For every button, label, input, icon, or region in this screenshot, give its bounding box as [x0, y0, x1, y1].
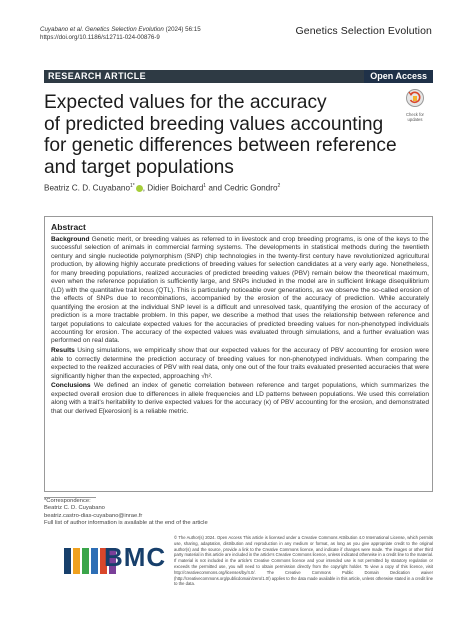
abstract-body [51, 236, 429, 418]
article-type-band [44, 70, 433, 83]
affiliation-note: Full list of author information is available at the end of the article [44, 519, 208, 526]
check-updates-line1: Check for [406, 112, 424, 117]
journal-name: Genetics Selection Evolution [295, 25, 432, 37]
title-line: and target populations [44, 156, 234, 178]
abstract-results [51, 347, 429, 381]
running-header [40, 26, 201, 42]
correspondence-email[interactable]: beatriz.castro-dias-cuyabano@inrae.fr [44, 512, 143, 519]
open-access-badge: Open Access [364, 70, 433, 83]
article-type-label: RESEARCH ARTICLE [48, 71, 147, 81]
section-text: Using simulations, we empirically show that our expected values for the accuracy of PBV accounting for erosion were able to correctly determine the prediction accuracy of breeding values for non-phenotyped individuals. When comparing the expected to the realized accuracies of PBV with real data, only one out of the four traits evaluated presented accuracies that were significantly higher than the expected, approaching √h². [51, 347, 429, 380]
author-name[interactable]: , Didier Boichard [142, 183, 204, 193]
title-line: for genetic differences between reference [44, 135, 397, 156]
orcid-icon[interactable] [136, 185, 143, 192]
section-label: Conclusions [51, 382, 91, 390]
check-updates-icon [402, 88, 428, 108]
title-line: of predicted breeding values accounting [44, 113, 384, 135]
doi-link[interactable]: https://doi.org/10.1186/s12711-024-00876-9 [40, 34, 160, 41]
correspondence-name: Beatriz C. D. Cuyabano [44, 505, 105, 512]
abstract-background [51, 236, 429, 346]
abstract-box [44, 216, 433, 492]
abstract-heading: Abstract [51, 222, 86, 232]
citation: Cuyabano et al. Genetics Selection Evolution [40, 26, 164, 33]
section-label: Background [51, 236, 90, 243]
author-name[interactable]: Beatriz C. D. Cuyabano [44, 183, 131, 193]
article-title [44, 92, 399, 178]
author-name[interactable]: and Cedric Gondro [206, 183, 278, 193]
bmc-logo-text: BMC [104, 542, 167, 572]
license-text: © The Author(s) 2024. Open Access This article is licensed under a Creative Commons Attribution 4.0 International License, which permits use, sharing, adaptation, distribution and reproduction in any medium or format, as long as you give appropriate credit to the original author(s) and the source, provide a link to the Creative Commons licence, and indicate if changes were made. The images or other third party material in this article are included in the article's Creative Commons licence, unless indicated otherwise in a credit line to the material. If material is not included in the article's Creative Commons licence and your intended use is not permitted by statutory regulation or exceeds the permitted use, you will need to obtain permission directly from the copyright holder. To view a copy of this licence, visit http://creativecommons.org/licenses/by/4.0/. The Creative Commons Public Domain Dedication waiver (http://creativecommons.org/publicdomain/zero/1.0/) applies to the data made available in this article, unless otherwise stated in a credit line to the data. [174, 535, 433, 587]
citation-rest: (2024) 56:15 [165, 26, 201, 33]
divider [51, 233, 428, 234]
section-label: Results [51, 347, 75, 355]
title-line: Expected values for the accuracy [44, 92, 327, 113]
correspondence-label: *Correspondence: [44, 498, 91, 504]
author-list: Beatriz C. D. Cuyabano$^{1*}$ , Didier Boichard$^1$ and Cedric Gondro$^2$ [44, 183, 281, 193]
check-updates-line2: updates [407, 116, 423, 122]
check-for-updates-button[interactable] [402, 88, 428, 122]
section-text: Genetic merit, or breeding values as referred to in livestock and crop breeding programs, is one of the keys to the successful selection of animals in commercial farming systems. The developments in statistical methods during the twentieth century and single nucleotide polymorphism (SNP) chip technologies in the twenty-first century have revolutionized agricultural production, by allowing highly accurate predictions of breeding values for selection candidates at a very early age. Nonetheless, for many breeding populations, realized accuracies of predicted breeding values (PBV) remain below the theoretical maximum, even when the reference population is sufficiently large, and SNPs included in the model are in sufficient linkage disequilibrium (LD) with the quantitative trait locus (QTL). This is particularly noticeable over generations, as we observe the so-called erosion of the effects of SNPs due to recombinations, accompanied by the erosion of the accuracy of prediction. While accurately quantifying the erosion at the individual SNP level is a difficult and unresolved task, quantifying the erosion of the accuracy of prediction is a more tractable problem. In this paper, we describe a method that uses the relationship between reference and target populations to calculate expected values for the accuracies of predicted breeding values for non-phenotyped individuals accounting for erosion. The accuracy of the expected values was evaluated through simulations, and a further evaluation was performed on real data. [51, 236, 429, 345]
abstract-conclusions [51, 382, 429, 416]
correspondence-footnote [44, 498, 208, 527]
section-text: We defined an index of genetic correlation between reference and target populations, which summarizes the expected overall erosion due to differences in allele frequencies and LD patterns between populations. We used this correlation along with a trait's heritability to derive expected values for the accuracy (κ) of PBV accounting for the erosion, and demonstrated that our derived E[κerosion] is a reliable metric. [51, 382, 429, 415]
